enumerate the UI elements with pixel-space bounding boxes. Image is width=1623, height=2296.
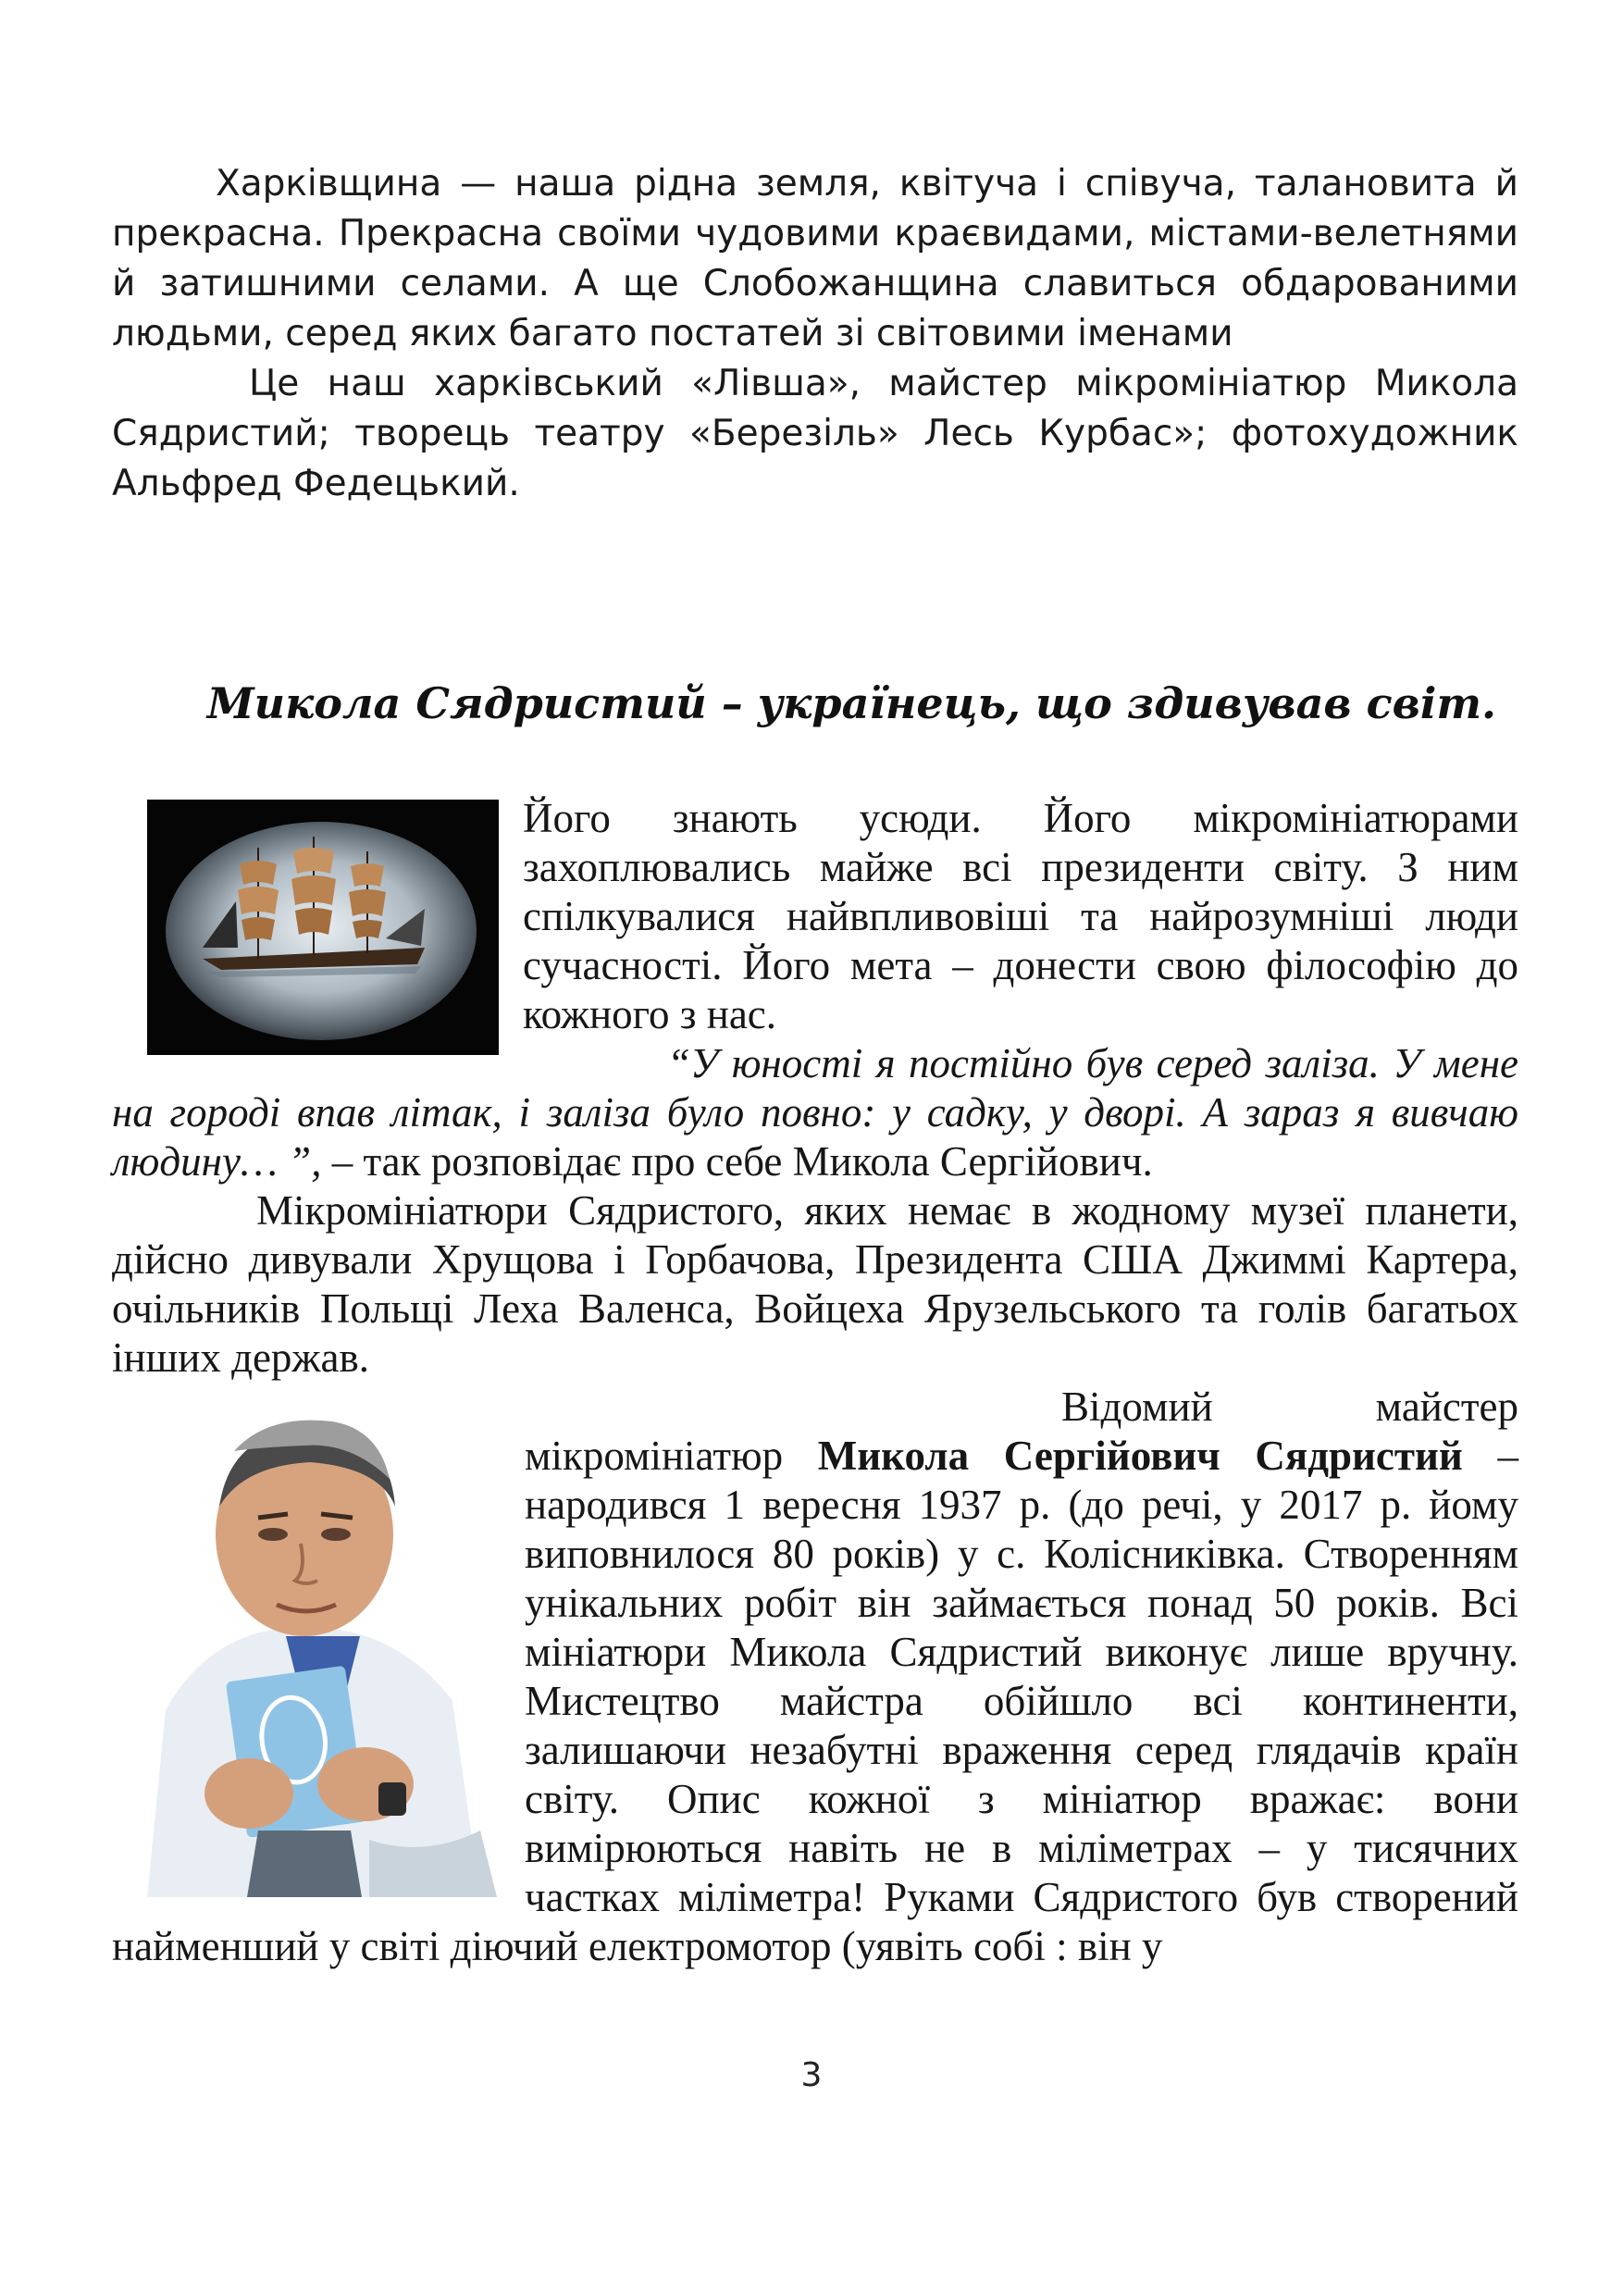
intro-paragraph: Харківщина — наша рідна земля, квітуча і співуча, талановита й прекрасна. Прекрасна своїми чудовими краєвидами, містами-велетнями й затишними селами. А ще Слобожанщина славиться обдарованими людьми, серед яких багато постатей зі світовими іменами <box>112 163 1518 354</box>
quote-attribution: – так розповідає про себе Микола Сергійович. <box>321 1138 1153 1185</box>
biography-text: – народився 1 вересня 1937 р. (до речі, у 2017 р. йому виповнилося 80 років) у с. Колісниківка. Створенням унікальних робіт він займається понад 50 років. Всі мініатюри Микола Сядристий виконує лише вручну. Мистецтво майстра обійшло всі континенти, залишаючи незабутні враження серед глядачів країн світу. Опис кожної з мініатюр вражає: вони вимірюються навіть не в міліметрах – у тисячних частках міліметра! Руками Сядристого був створений найменший у світі діючий електромотор (уявіть собі : він у <box>112 1433 1518 1969</box>
portrait-image <box>147 1396 497 1897</box>
ship-miniature-image <box>147 800 499 1055</box>
biography-name: Микола Сергійович Сядристий <box>817 1433 1463 1479</box>
quote-text: “У юності я постійно був серед заліза. У мене на городі впав літак, і заліза було повно: у садку, у дворі. А зараз я вивчаю людину… ”, <box>112 1040 1518 1185</box>
intro-paragraph-ship: Його знають усюди. Його мікромініатюрами захоплювались майже всі президенти світу. З ним спілкувалися найвпливовіші та найрозумніші люди сучасності. Його мета – донести свою філософію до кожного з нас. <box>523 795 1518 1037</box>
intro-paragraph: Це наш харківський «Лівша», майстер мікромініатюр Микола Сядристий; творець театру «Березіль» Лесь Курбас»; фотохудожник Альфред Федецький. <box>112 363 1518 504</box>
ship-miniature-photo <box>147 800 499 1055</box>
article-body <box>112 794 1518 1997</box>
presidents-paragraph: Мікромініатюри Сядристого, яких немає в жодному музеї планети, дійсно дивували Хрущова і Горбачова, Президента США Джиммі Картера, очільників Польщі Леха Валенса, Войцеха Ярузельського та голів багатьох інших держав. <box>112 1187 1518 1381</box>
section-heading: Микола Сядристий – українець, що здивував світ. <box>206 678 1496 728</box>
page-number: 3 <box>800 2056 823 2094</box>
intro-text <box>112 159 1518 509</box>
quote-paragraph <box>112 1039 1518 1186</box>
biography-lead: Відомий майстер мікромініатюр <box>525 1384 1518 1479</box>
portrait-photo <box>147 1396 497 1897</box>
